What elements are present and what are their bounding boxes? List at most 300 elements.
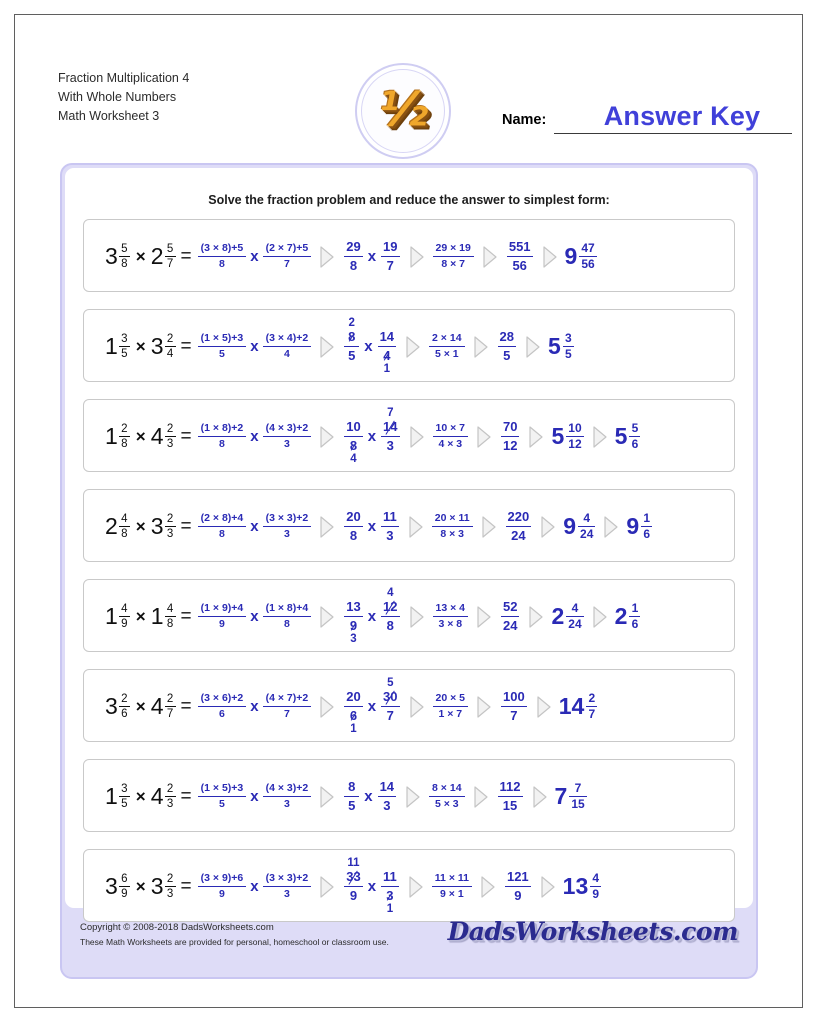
fraction-numerator: (4 × 7)+2 bbox=[265, 691, 309, 704]
step-product bbox=[428, 783, 466, 810]
product-fraction bbox=[433, 693, 469, 720]
fraction-bar bbox=[198, 436, 247, 437]
number-value: 100 bbox=[503, 689, 525, 705]
step-arrow-icon bbox=[481, 876, 495, 898]
fraction-denominator: 9 bbox=[121, 618, 128, 630]
answer-whole: 2 bbox=[614, 603, 628, 629]
problem-expression bbox=[105, 760, 588, 833]
step-improper bbox=[342, 780, 398, 813]
fraction-denominator: 5 bbox=[564, 347, 572, 361]
fraction-bar bbox=[263, 256, 312, 257]
worksheet-header bbox=[15, 15, 802, 138]
mixed-whole: 3 bbox=[150, 333, 164, 359]
fraction-denominator bbox=[348, 259, 359, 273]
multiply-operator: x bbox=[250, 608, 259, 625]
step-result bbox=[496, 330, 518, 363]
fraction-bar bbox=[263, 346, 312, 347]
step-arrow-icon bbox=[541, 876, 555, 898]
fraction-numerator bbox=[507, 240, 533, 254]
problem-row bbox=[83, 309, 735, 382]
mixed-fraction bbox=[119, 243, 130, 270]
fraction-bar bbox=[119, 616, 130, 617]
problem-expression bbox=[105, 490, 653, 563]
equals-operator: = bbox=[180, 875, 192, 897]
mixed-fraction bbox=[165, 693, 176, 720]
product-fraction bbox=[432, 513, 473, 540]
fraction-numerator bbox=[344, 240, 362, 254]
fraction-bar bbox=[198, 256, 247, 257]
problem-list bbox=[66, 219, 752, 922]
fraction-numerator: 2 bbox=[121, 422, 128, 435]
result-fraction bbox=[498, 330, 516, 363]
fraction-denominator: 7 bbox=[588, 707, 596, 721]
number-value: 3 bbox=[383, 797, 391, 813]
fraction-denominator: 6 bbox=[219, 707, 225, 720]
fraction-numerator: 5 bbox=[631, 421, 639, 436]
expanded-fraction-a bbox=[198, 783, 247, 810]
fraction-denominator: 3 bbox=[284, 437, 290, 450]
mixed-whole: 1 bbox=[105, 783, 118, 809]
worksheet-panel-inner bbox=[65, 168, 753, 915]
fraction-numerator: (3 × 3)+2 bbox=[265, 871, 309, 884]
improper-fraction-b bbox=[381, 406, 399, 453]
fraction-numerator: 3 bbox=[564, 331, 572, 346]
mixed-whole: 4 bbox=[150, 783, 164, 809]
fraction-denominator: 15 bbox=[571, 797, 585, 811]
fraction-bar bbox=[119, 706, 130, 707]
multiply-operator: x bbox=[367, 248, 377, 265]
final-answer-1 bbox=[559, 692, 599, 720]
fraction-bar bbox=[119, 346, 130, 347]
fraction-denominator bbox=[385, 709, 396, 723]
fraction-denominator bbox=[385, 439, 396, 453]
expanded-fraction-b bbox=[263, 333, 312, 360]
result-fraction bbox=[507, 240, 533, 273]
number-value: 5 bbox=[348, 797, 356, 813]
fraction-denominator bbox=[348, 617, 359, 645]
fraction-bar bbox=[119, 436, 130, 437]
step-expanded bbox=[197, 513, 313, 540]
fraction-numerator: (1 × 9)+4 bbox=[200, 601, 244, 614]
cancelled-number: 12 bbox=[383, 599, 398, 615]
dadsworksheets-brand-logo: DadsWorksheets.com bbox=[447, 917, 738, 946]
fraction-bar bbox=[263, 886, 312, 887]
step-arrow-icon bbox=[320, 876, 334, 898]
fraction-denominator: 8 × 3 bbox=[440, 527, 464, 540]
mixed-whole: 3 bbox=[105, 243, 118, 269]
product-fraction bbox=[433, 423, 469, 450]
question-mixed-number-a bbox=[105, 333, 131, 360]
number-value: 8 bbox=[349, 257, 358, 273]
step-arrow-icon bbox=[406, 786, 420, 808]
fraction-numerator: 29 × 19 bbox=[435, 241, 471, 254]
reduced-value-above: 4 bbox=[387, 586, 394, 599]
expanded-fraction-a bbox=[198, 693, 247, 720]
multiply-operator: × bbox=[135, 246, 146, 266]
fraction-denominator: 3 bbox=[284, 887, 290, 900]
fraction-numerator: 10 × 7 bbox=[435, 421, 466, 434]
question-mixed-number-b bbox=[151, 423, 177, 450]
fraction-numerator: (3 × 6)+2 bbox=[200, 691, 244, 704]
mixed-fraction bbox=[165, 423, 176, 450]
fraction-bar bbox=[165, 796, 176, 797]
fraction-denominator: 9 bbox=[592, 887, 600, 901]
fraction-denominator: 8 × 7 bbox=[441, 257, 465, 270]
mixed-fraction bbox=[165, 783, 176, 810]
multiply-operator: × bbox=[135, 606, 146, 626]
question-mixed-number-b bbox=[151, 513, 177, 540]
step-improper bbox=[342, 406, 401, 465]
fraction-numerator: 2 bbox=[166, 782, 174, 795]
number-value: 12 bbox=[503, 437, 518, 453]
number-value: 11 bbox=[383, 869, 397, 885]
multiply-operator: x bbox=[367, 698, 377, 715]
multiply-operator: x bbox=[364, 338, 373, 355]
fraction-denominator bbox=[384, 529, 395, 543]
fraction-numerator: 4 bbox=[121, 602, 128, 615]
mixed-fraction bbox=[165, 243, 176, 270]
copyright-line-1: Copyright © 2008-2018 DadsWorksheets.com bbox=[80, 922, 274, 933]
step-arrow-icon bbox=[410, 696, 424, 718]
step-arrow-icon bbox=[406, 336, 420, 358]
result-fraction bbox=[501, 420, 519, 453]
fraction-denominator bbox=[385, 619, 396, 633]
title-line-2: With Whole Numbers bbox=[58, 90, 177, 104]
step-expanded bbox=[197, 423, 313, 450]
step-arrow-icon bbox=[529, 426, 543, 448]
fraction-bar bbox=[165, 346, 176, 347]
number-value: 5 bbox=[348, 347, 356, 363]
problem-row bbox=[83, 669, 735, 742]
fraction-numerator: (2 × 7)+5 bbox=[265, 241, 309, 254]
fraction-bar bbox=[344, 436, 362, 437]
final-answer-1 bbox=[551, 422, 584, 450]
title-line-3: Math Worksheet 3 bbox=[58, 109, 160, 123]
fraction-numerator bbox=[381, 586, 399, 615]
answer-whole: 7 bbox=[554, 783, 568, 809]
equals-operator: = bbox=[180, 695, 192, 717]
step-arrow-icon bbox=[482, 516, 496, 538]
multiply-operator: x bbox=[250, 248, 259, 265]
multiply-operator: x bbox=[367, 518, 377, 535]
number-value: 8 bbox=[386, 617, 394, 633]
step-result bbox=[504, 510, 534, 543]
multiply-operator: × bbox=[135, 336, 146, 356]
answer-fraction bbox=[569, 782, 586, 810]
step-arrow-icon bbox=[529, 606, 543, 628]
copyright-block bbox=[80, 920, 389, 950]
multiply-operator: x bbox=[250, 698, 259, 715]
expanded-fraction-b bbox=[263, 423, 312, 450]
fraction-denominator: 4 × 3 bbox=[438, 437, 463, 450]
fraction-denominator: 8 bbox=[219, 437, 225, 450]
improper-fraction-a bbox=[344, 510, 362, 543]
multiply-operator: x bbox=[364, 788, 373, 805]
fraction-numerator bbox=[506, 510, 532, 524]
expanded-fraction-a bbox=[198, 873, 247, 900]
fraction-denominator bbox=[384, 887, 395, 915]
worksheet-title-block bbox=[58, 69, 189, 126]
fraction-numerator: 4 bbox=[571, 601, 579, 616]
step-expanded bbox=[197, 333, 313, 360]
answer-whole: 9 bbox=[563, 513, 577, 539]
fraction-bar bbox=[198, 526, 247, 527]
fraction-numerator: 3 bbox=[121, 332, 128, 345]
multiply-operator: × bbox=[135, 876, 146, 896]
fraction-denominator: 6 bbox=[121, 708, 128, 720]
fraction-bar bbox=[378, 346, 396, 347]
name-label: Name: bbox=[502, 112, 547, 128]
answer-whole: 5 bbox=[614, 423, 628, 449]
fraction-bar bbox=[432, 526, 473, 527]
fraction-numerator: 2 bbox=[166, 512, 174, 525]
step-product bbox=[432, 243, 475, 270]
fraction-denominator bbox=[509, 529, 527, 543]
fraction-denominator: 6 bbox=[631, 617, 639, 631]
multiply-operator: × bbox=[135, 426, 146, 446]
fraction-numerator bbox=[344, 420, 362, 434]
fraction-numerator: 2 bbox=[121, 692, 128, 705]
answer-whole: 5 bbox=[551, 423, 565, 449]
equals-operator: = bbox=[180, 335, 192, 357]
fraction-bar bbox=[165, 436, 176, 437]
answer-fraction bbox=[578, 512, 595, 540]
fraction-denominator: 7 bbox=[166, 258, 174, 270]
step-expanded bbox=[197, 603, 313, 630]
fraction-denominator: 8 bbox=[219, 527, 225, 540]
fraction-bar bbox=[165, 526, 176, 527]
reduced-value-below: 3 bbox=[350, 632, 357, 645]
fraction-denominator: 6 bbox=[643, 527, 651, 541]
fraction-denominator: 9 bbox=[219, 887, 225, 900]
number-value: 20 bbox=[346, 509, 361, 525]
question-mixed-number-a bbox=[105, 423, 131, 450]
answer-fraction bbox=[563, 332, 574, 360]
fraction-bar bbox=[198, 796, 247, 797]
step-expanded bbox=[197, 783, 313, 810]
question-mixed-number-b bbox=[151, 783, 177, 810]
fraction-denominator bbox=[348, 529, 359, 543]
improper-fraction-a bbox=[344, 780, 359, 813]
step-arrow-icon bbox=[593, 606, 607, 628]
step-arrow-icon bbox=[543, 246, 557, 268]
fraction-denominator: 3 bbox=[166, 438, 174, 450]
product-fraction bbox=[433, 243, 474, 270]
fraction-numerator: 10 bbox=[568, 421, 582, 436]
improper-fraction-b bbox=[381, 869, 399, 915]
number-value: 11 bbox=[383, 509, 397, 525]
improper-fraction-a bbox=[344, 240, 362, 273]
worksheet-panel bbox=[60, 163, 758, 979]
mixed-fraction bbox=[119, 873, 130, 900]
fraction-denominator: 9 bbox=[121, 888, 128, 900]
result-fraction bbox=[506, 510, 532, 543]
fraction-denominator: 5 × 1 bbox=[434, 347, 459, 360]
step-improper bbox=[342, 856, 401, 915]
number-value: 8 bbox=[348, 779, 356, 795]
problem-row bbox=[83, 219, 735, 292]
problem-row bbox=[83, 579, 735, 652]
equals-operator: = bbox=[180, 425, 192, 447]
answer-fraction bbox=[586, 692, 597, 720]
fraction-bar bbox=[119, 526, 130, 527]
mixed-fraction bbox=[119, 603, 130, 630]
mixed-whole: 1 bbox=[105, 333, 118, 359]
question-mixed-number-b bbox=[151, 873, 177, 900]
fraction-numerator bbox=[381, 870, 399, 884]
fraction-bar bbox=[263, 706, 312, 707]
fraction-numerator: 4 bbox=[583, 511, 591, 526]
question-mixed-number-b bbox=[151, 603, 177, 630]
fraction-bar bbox=[433, 436, 469, 437]
name-input-rule[interactable] bbox=[554, 133, 792, 134]
step-arrow-icon bbox=[320, 606, 334, 628]
fraction-numerator: 3 bbox=[121, 782, 128, 795]
answer-fraction bbox=[629, 422, 640, 450]
fraction-denominator: 5 bbox=[219, 797, 225, 810]
reduced-value-above: 5 bbox=[387, 676, 394, 689]
improper-fraction-a bbox=[344, 599, 362, 645]
answer-whole: 5 bbox=[548, 333, 561, 359]
fraction-denominator: 8 bbox=[284, 617, 290, 630]
mixed-fraction bbox=[119, 783, 130, 810]
mixed-whole: 3 bbox=[150, 513, 164, 539]
step-expanded bbox=[197, 693, 313, 720]
final-answer-1 bbox=[563, 512, 596, 540]
final-answer-1 bbox=[548, 332, 575, 360]
answer-fraction bbox=[579, 242, 596, 270]
question-mixed-number-a bbox=[105, 783, 131, 810]
fraction-bar bbox=[119, 796, 130, 797]
fraction-denominator: 24 bbox=[568, 617, 582, 631]
step-product bbox=[431, 513, 474, 540]
fraction-numerator bbox=[378, 780, 396, 794]
number-value: 56 bbox=[512, 257, 527, 273]
product-fraction bbox=[433, 603, 469, 630]
fraction-denominator: 1 × 7 bbox=[438, 707, 463, 720]
mixed-fraction bbox=[165, 873, 176, 900]
mixed-whole: 2 bbox=[105, 513, 118, 539]
answer-fraction bbox=[590, 872, 601, 900]
improper-fraction-b bbox=[378, 780, 396, 813]
final-answer-2 bbox=[626, 512, 653, 540]
fraction-denominator: 8 bbox=[121, 258, 128, 270]
mixed-fraction bbox=[165, 513, 176, 540]
fraction-denominator bbox=[501, 439, 519, 453]
fraction-numerator: 2 bbox=[166, 422, 174, 435]
number-value: 15 bbox=[502, 797, 518, 813]
fraction-denominator bbox=[348, 889, 359, 903]
fraction-denominator bbox=[381, 799, 392, 813]
fraction-bar bbox=[165, 616, 176, 617]
improper-fraction-a bbox=[344, 316, 359, 363]
number-value: 3 bbox=[386, 437, 394, 453]
step-arrow-icon bbox=[533, 786, 547, 808]
fraction-denominator bbox=[508, 709, 519, 723]
fraction-denominator: 4 bbox=[284, 347, 290, 360]
copyright-line-2: These Math Worksheets are provided for personal, homeschool or classroom use. bbox=[80, 937, 389, 947]
fraction-numerator bbox=[346, 780, 357, 794]
reduced-value-above: 2 bbox=[348, 316, 355, 329]
fraction-denominator bbox=[512, 889, 523, 903]
cancelled-number: 8 bbox=[349, 437, 358, 453]
step-product bbox=[431, 873, 473, 900]
problem-expression bbox=[105, 400, 641, 473]
fraction-numerator bbox=[344, 690, 362, 704]
cancelled-number: 3 bbox=[386, 887, 394, 903]
number-value: 9 bbox=[514, 887, 522, 903]
mixed-fraction bbox=[165, 333, 176, 360]
fraction-bar bbox=[165, 256, 176, 257]
fraction-denominator: 24 bbox=[580, 527, 594, 541]
fraction-numerator bbox=[505, 870, 531, 884]
step-improper bbox=[342, 510, 401, 543]
fraction-denominator: 5 bbox=[219, 347, 225, 360]
answer-fraction bbox=[566, 602, 583, 630]
fraction-denominator bbox=[385, 259, 396, 273]
expanded-fraction-b bbox=[263, 873, 312, 900]
fraction-denominator: 8 bbox=[166, 618, 174, 630]
step-product bbox=[428, 333, 466, 360]
fraction-numerator: (2 × 8)+4 bbox=[200, 511, 244, 524]
expanded-fraction-b bbox=[263, 603, 312, 630]
product-fraction bbox=[429, 333, 465, 360]
fraction-bar bbox=[263, 526, 312, 527]
fraction-numerator: 2 bbox=[166, 332, 174, 345]
fraction-denominator: 7 bbox=[284, 257, 290, 270]
final-answer-1 bbox=[555, 782, 588, 810]
fraction-numerator: (1 × 5)+3 bbox=[200, 331, 244, 344]
fraction-bar bbox=[263, 616, 312, 617]
mixed-fraction bbox=[119, 513, 130, 540]
multiply-operator: x bbox=[250, 518, 259, 535]
fraction-numerator bbox=[381, 510, 399, 524]
fraction-denominator: 12 bbox=[568, 437, 582, 451]
cancelled-number: 30 bbox=[383, 689, 398, 705]
fraction-numerator bbox=[344, 510, 362, 524]
fraction-denominator: 3 bbox=[166, 798, 174, 810]
worksheet-page bbox=[14, 14, 803, 1008]
fraction-numerator: 4 bbox=[592, 871, 600, 886]
multiply-operator: x bbox=[367, 878, 377, 895]
fraction-bar bbox=[263, 436, 312, 437]
number-value: 551 bbox=[508, 239, 531, 255]
fraction-numerator: 47 bbox=[581, 241, 595, 256]
fraction-denominator: 8 bbox=[121, 438, 128, 450]
fraction-numerator bbox=[501, 420, 519, 434]
question-mixed-number-a bbox=[105, 873, 131, 900]
number-value: 24 bbox=[503, 617, 518, 633]
fraction-denominator: 5 × 3 bbox=[434, 797, 459, 810]
fraction-denominator: 7 bbox=[166, 708, 174, 720]
fraction-numerator bbox=[501, 600, 519, 614]
question-mixed-number-a bbox=[105, 603, 131, 630]
fraction-denominator bbox=[348, 437, 359, 465]
reduced-value-below: 4 bbox=[350, 452, 357, 465]
fraction-numerator: 20 × 5 bbox=[435, 691, 466, 704]
number-value: 29 bbox=[346, 239, 361, 255]
step-product bbox=[432, 603, 470, 630]
cancelled-number: 4 bbox=[383, 347, 391, 363]
problem-expression bbox=[105, 670, 598, 743]
name-field-row bbox=[502, 103, 792, 137]
cancelled-number: 33 bbox=[346, 869, 361, 885]
fraction-denominator bbox=[501, 349, 512, 363]
result-fraction bbox=[498, 780, 523, 813]
step-arrow-icon bbox=[410, 246, 424, 268]
fraction-denominator: 3 × 8 bbox=[438, 617, 463, 630]
fraction-bar bbox=[429, 796, 465, 797]
